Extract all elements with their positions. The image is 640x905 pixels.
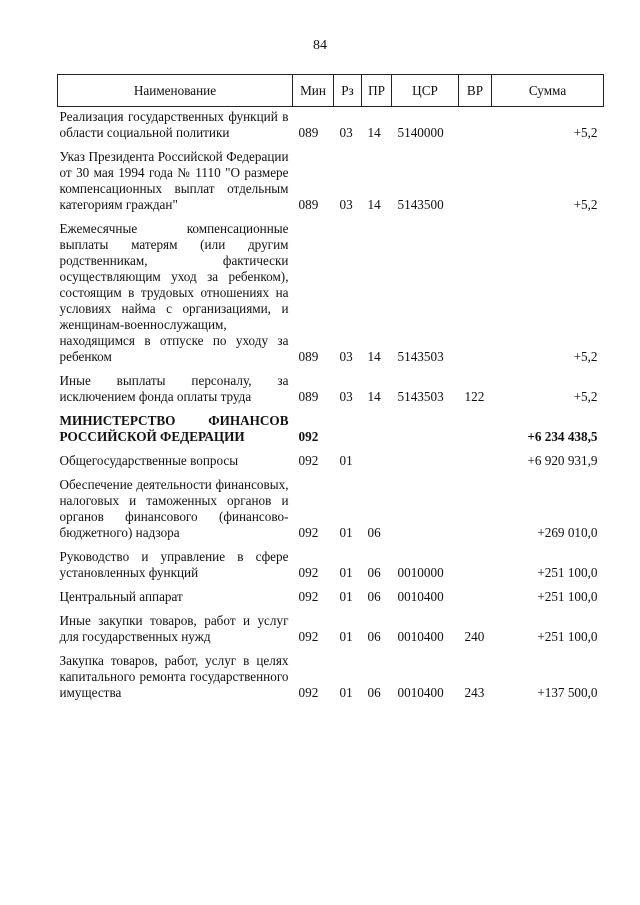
table-row [58,373,604,405]
row-spacer [58,213,604,221]
cell-csr: 5143500 [397,197,444,212]
cell-name: Руководство и управление в сфере установленных функций [59,549,289,580]
header-csr: ЦСР [392,75,459,107]
table-row [58,653,604,701]
cell-rz: 03 [339,125,353,140]
cell-min: 089 [298,349,319,364]
row-spacer-cell [58,541,604,549]
row-spacer-cell [58,405,604,413]
budget-table [57,74,604,701]
cell-min: 092 [298,629,319,644]
cell-csr [392,453,459,469]
cell-rz: 01 [339,589,353,604]
cell-sum: +5,2 [573,389,598,404]
cell-rz: 01 [339,629,353,644]
table-body [58,107,604,702]
cell-name: Реализация государственных функций в области социальной политики [59,109,289,140]
cell-sum: +251 100,0 [537,589,598,604]
cell-min: 092 [298,525,319,540]
cell-rz: 03 [339,389,353,404]
cell-pr: 06 [367,629,381,644]
header-rz: Рз [334,75,362,107]
cell-rz: 01 [339,525,353,540]
cell-sum: +6 920 931,9 [527,453,598,468]
cell-vr [459,589,492,605]
cell-rz: 01 [339,685,353,700]
row-spacer [58,445,604,453]
row-spacer-cell [58,365,604,373]
cell-rz: 01 [339,565,353,580]
table-row [58,149,604,213]
cell-name: МИНИСТЕРСТВО ФИНАНСОВ РОССИЙСКОЙ ФЕДЕРАЦИИ [59,413,289,444]
cell-min: 092 [298,429,319,444]
cell-sum: +6 234 438,5 [527,429,598,444]
cell-csr: 0010000 [397,565,444,580]
cell-name: Иные закупки товаров, работ и услуг для государственных нужд [59,613,289,644]
row-spacer [58,605,604,613]
cell-vr [459,107,492,142]
cell-min: 092 [298,685,319,700]
cell-vr: 240 [464,629,485,644]
cell-rz: 03 [339,349,353,364]
row-spacer [58,645,604,653]
cell-vr [459,413,492,445]
row-spacer [58,405,604,413]
row-spacer [58,581,604,589]
cell-sum: +251 100,0 [537,565,598,580]
row-spacer-cell [58,605,604,613]
cell-sum: +5,2 [573,349,598,364]
cell-vr [459,149,492,213]
cell-sum: +5,2 [573,125,598,140]
row-spacer-cell [58,645,604,653]
row-spacer-cell [58,581,604,589]
cell-pr [362,453,392,469]
cell-sum: +137 500,0 [537,685,598,700]
cell-vr: 243 [464,685,485,700]
header-min: Мин [293,75,334,107]
cell-sum: +5,2 [573,197,598,212]
cell-min: 089 [298,389,319,404]
cell-min: 089 [298,125,319,140]
table-row [58,589,604,605]
row-spacer-cell [58,141,604,149]
row-spacer [58,141,604,149]
cell-name: Ежемесячные компенсационные выплаты матерям (или другим родственникам, фактически осуществляющим уход за ребенком), состоящим в трудовых отношениях на условиях найма с организациями, и женщинам-военнослужащим, находящимся в отпуске по уходу за ребенком [59,221,289,364]
cell-csr: 5143503 [397,349,444,364]
table-row [58,549,604,581]
row-spacer-cell [58,469,604,477]
row-spacer [58,469,604,477]
table-row [58,613,604,645]
cell-name: Центральный аппарат [59,589,183,604]
cell-name: Указ Президента Российской Федерации от 30 мая 1994 года № 1110 "О размере компенсационных выплат отдельным категориям граждан" [59,149,289,212]
cell-csr: 5143503 [397,389,444,404]
cell-rz [334,413,362,445]
cell-csr: 0010400 [397,685,444,700]
cell-csr [392,413,459,445]
cell-vr: 122 [464,389,485,404]
cell-csr: 0010400 [397,589,444,604]
header-sum: Сумма [492,75,604,107]
row-spacer [58,541,604,549]
cell-name: Общегосударственные вопросы [59,453,239,468]
row-spacer [58,365,604,373]
cell-rz: 01 [339,453,353,468]
cell-vr [459,453,492,469]
cell-min: 092 [298,565,319,580]
cell-name: Обеспечение деятельности финансовых, налоговых и таможенных органов и органов финансового (финансово-бюджетного) надзора [59,477,289,540]
table-row [58,221,604,365]
cell-pr: 06 [367,565,381,580]
cell-csr [392,477,459,541]
cell-sum: +269 010,0 [537,525,598,540]
cell-vr [459,477,492,541]
row-spacer-cell [58,445,604,453]
cell-name: Иные выплаты персоналу, за исключением фонда оплаты труда [59,373,289,404]
cell-name: Закупка товаров, работ, услуг в целях капитального ремонта государственного имущества [59,653,289,700]
cell-pr: 06 [367,589,381,604]
cell-pr: 06 [367,525,381,540]
header-name: Наименование [58,75,293,107]
cell-min: 092 [298,589,319,604]
cell-sum: +251 100,0 [537,629,598,644]
cell-pr: 14 [367,197,381,212]
cell-pr: 14 [367,125,381,140]
cell-vr [459,549,492,581]
cell-min: 092 [298,453,319,468]
cell-min: 089 [298,197,319,212]
page-number: 84 [313,38,327,53]
cell-csr: 0010400 [397,629,444,644]
cell-rz: 03 [339,197,353,212]
header-pr: ПР [362,75,392,107]
table-row [58,477,604,541]
table-row [58,107,604,142]
cell-pr [362,413,392,445]
cell-vr [459,221,492,365]
table-row [58,453,604,469]
table-header [58,75,604,107]
cell-pr: 06 [367,685,381,700]
cell-csr: 5140000 [397,125,444,140]
cell-pr: 14 [367,349,381,364]
table-row [58,413,604,445]
cell-pr: 14 [367,389,381,404]
row-spacer-cell [58,213,604,221]
header-vr: ВР [459,75,492,107]
